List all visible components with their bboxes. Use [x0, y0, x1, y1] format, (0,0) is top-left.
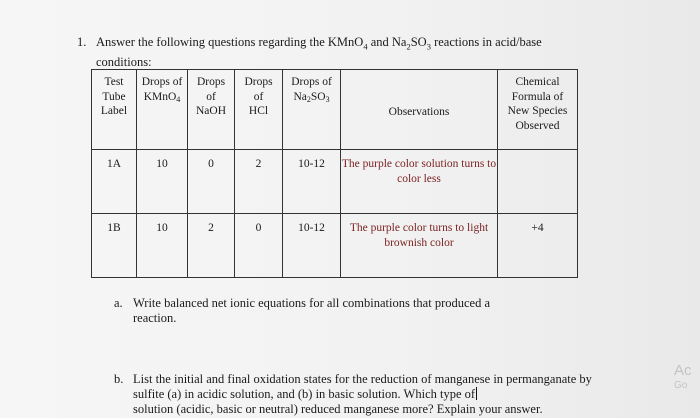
cell-observations: The purple color turns to light brownish color [341, 214, 498, 278]
cell-hcl: 2 [235, 150, 283, 214]
table-header-row [92, 70, 578, 150]
cell-formula [498, 150, 578, 214]
cell-na2so3: 10-12 [283, 150, 341, 214]
cell-formula: +4 [498, 214, 578, 278]
part-a-label: a. [114, 296, 123, 310]
header-drops-naoh: Drops of NaOH [188, 70, 235, 150]
header-observations: Observations [341, 70, 498, 150]
table-row [92, 214, 578, 278]
cell-na2so3: 10-12 [283, 214, 341, 278]
header-drops-hcl: Drops of HCl [235, 70, 283, 150]
experiment-table [91, 69, 578, 278]
cell-kmno4: 10 [137, 214, 188, 278]
question-prompt: Answer the following questions regarding the KMnO$_4$ and $Na_2SO_3$ reactions in acid/base conditions: [96, 35, 542, 69]
cell-label: 1B [92, 214, 137, 278]
part-b-label: b. [114, 372, 124, 386]
part-a-text: Write balanced net ionic equations for all combinations that produced a reaction. [133, 296, 491, 325]
part-b-text: List the initial and final oxidation states for the reduction of manganese in permanganate by sulfite (a) in acidic solution, and (b) in basic solution. Which type of solution (acidic, basic or neutral) reduced manganese more? Explain your answer. [133, 372, 592, 416]
cell-naoh: 2 [188, 214, 235, 278]
table-row [92, 150, 578, 214]
text-cursor [476, 387, 477, 400]
question-number: 1. [77, 35, 87, 49]
cell-kmno4: 10 [137, 150, 188, 214]
cell-naoh: 0 [188, 150, 235, 214]
activation-watermark: Ac Go [674, 362, 692, 391]
cell-label: 1A [92, 150, 137, 214]
header-drops-na2so3: Drops of Na2SO3 [283, 70, 341, 150]
header-drops-kmno4: Drops of KMnO4 [137, 70, 188, 150]
cell-hcl: 0 [235, 214, 283, 278]
cell-observations: The purple color solution turns to color less [341, 150, 498, 214]
header-chemical-formula: Chemical Formula of New Species Observed [498, 70, 578, 150]
header-test-tube-label: Test Tube Label [92, 70, 137, 150]
